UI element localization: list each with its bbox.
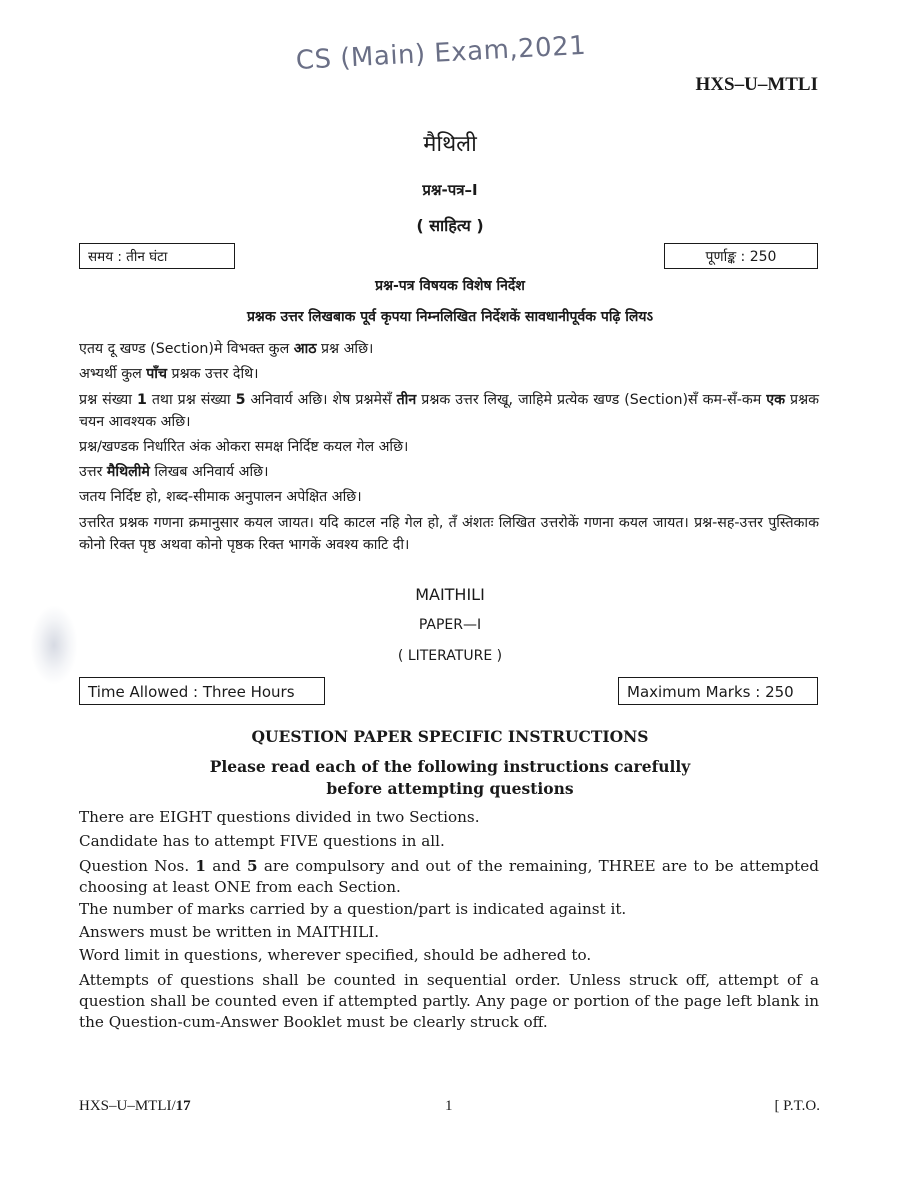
instruction-english-1: There are EIGHT questions divided in two Sections.: [79, 808, 480, 826]
paper-code: HXS–U–MTLI: [695, 74, 818, 95]
instruction-hindi-4: प्रश्न/खण्डक निर्धारित अंक ओकरा समक्ष निर्दिष्ट कयल गेल अछि।: [79, 439, 409, 455]
instructions-subtitle-english-2: before attempting questions: [326, 779, 574, 798]
pto-label: [ P.T.O.: [774, 1098, 820, 1114]
instruction-hindi-7: उत्तरित प्रश्नक गणना क्रमानुसार कयल जायत। यदि काटल नहि गेल हो, तँ अंशतः लिखित उत्तरोकें गणना कयल जायत। प्रश्न-सह-उत्तर पुस्तिकाक कोनो रिक्त पृष्ठ अथवा कोनो पृष्ठक रिक्त भागकें अवश्य काटि दी।: [79, 515, 819, 553]
time-box-hindi: समय : तीन घंटा: [79, 243, 235, 269]
instructions-subtitle-hindi: प्रश्नक उत्तर लिखबाक पूर्व कृपया निम्नलिखित निर्देशकें सावधानीपूर्वक पढ़ि लियऽ: [246, 309, 654, 325]
instruction-english-3: Question Nos. 1 and 5 are compulsory and out of the remaining, THREE are to be attempted choosing at least ONE from each Section.: [79, 857, 819, 896]
exam-stamp: CS (Main) Exam,2021: [295, 30, 587, 76]
instructions-title-english: QUESTION PAPER SPECIFIC INSTRUCTIONS: [251, 727, 649, 746]
time-box-english: Time Allowed : Three Hours: [79, 677, 325, 705]
footer-paper-code: HXS–U–MTLI/17: [79, 1098, 191, 1114]
subject-title-english: MAITHILI: [415, 585, 485, 604]
instruction-english-7: Attempts of questions shall be counted in sequential order. Unless struck off, attempt of a question shall be counted even if attempted partly. Any page or portion of the page left blank in the Question-cum-Answer Booklet must be clearly struck off.: [79, 971, 819, 1031]
page-number: 1: [445, 1098, 453, 1114]
paper-label-hindi: प्रश्न-पत्र–I: [422, 181, 478, 199]
marks-box-hindi: पूर्णाङ्क : 250: [664, 243, 818, 269]
instructions-subtitle-english-1: Please read each of the following instructions carefully: [209, 757, 691, 776]
instruction-hindi-1: एतय दू खण्ड (Section)मे विभक्त कुल आठ प्रश्न अछि।: [79, 341, 374, 357]
marks-box-english: Maximum Marks : 250: [618, 677, 818, 705]
instructions-title-hindi: प्रश्न-पत्र विषयक विशेष निर्देश: [375, 278, 525, 294]
subject-title-hindi: मैथिली: [423, 132, 477, 157]
section-type-english: ( LITERATURE ): [397, 648, 503, 664]
instruction-english-2: Candidate has to attempt FIVE questions in all.: [79, 832, 445, 850]
section-type-hindi: ( साहित्य ): [416, 216, 484, 235]
instruction-english-4: The number of marks carried by a question/part is indicated against it.: [79, 900, 627, 918]
instruction-hindi-2: अभ्यर्थी कुल पाँच प्रश्नक उत्तर देथि।: [79, 366, 259, 382]
instruction-hindi-3: प्रश्न संख्या 1 तथा प्रश्न संख्या 5 अनिवार्य अछि। शेष प्रश्नमेसँ तीन प्रश्नक उत्तर लिखू, जाहिमे प्रत्येक खण्ड (Section)सँ कम-सँ-कम एक प्रश्नक चयन आवश्यक अछि।: [79, 392, 820, 430]
instruction-hindi-6: जतय निर्दिष्ट हो, शब्द-सीमाक अनुपालन अपेक्षित अछि।: [79, 489, 362, 505]
instruction-english-5: Answers must be written in MAITHILI.: [79, 923, 380, 941]
paper-label-english: PAPER—I: [418, 617, 482, 633]
instruction-hindi-5: उत्तर मैथिलीमे लिखब अनिवार्य अछि।: [79, 464, 269, 480]
instruction-english-6: Word limit in questions, wherever specified, should be adhered to.: [79, 946, 592, 964]
